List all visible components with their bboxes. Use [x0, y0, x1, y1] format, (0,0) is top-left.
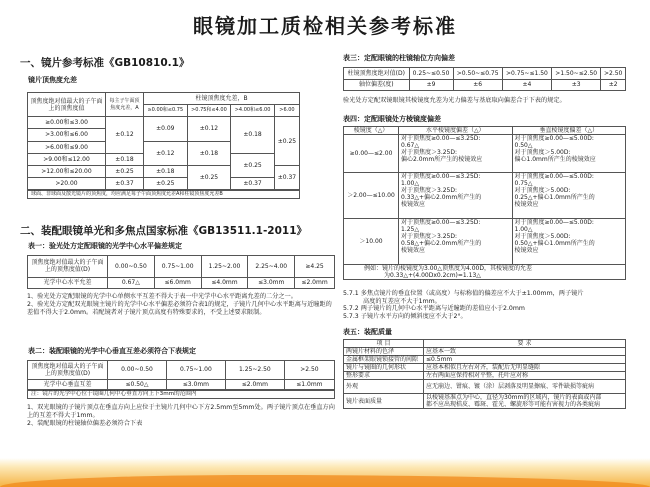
table2-note: 注：镜片的光学中心位于镜圈几何中心垂直方向上下3mm的范围内 — [27, 390, 335, 399]
col-header: 每主子午面顶焦度允差，A — [106, 93, 144, 117]
table2-notes: 1、双光眼镜的子镜片顶点在垂直方向上应位于主镜片几何中心下方2.5mm至5mm处。两子镜片顶点在垂直方向上的互差不得大于1mm。 2、装配眼镜的柱镜轴位偏差必须符合下表 — [27, 404, 335, 427]
table2-title: 表二：装配眼镜的光学中心垂直互差必须符合下表规定 — [28, 347, 196, 355]
table1-title: 表一：验光处方定配眼镜的光学中心水平偏差规定 — [28, 242, 182, 250]
lens-tolerance-note: 球面、非球面及散光镜片的顶焦度，均应满足每子午面顶焦度允差A和柱镜顶焦度允差B — [27, 190, 300, 199]
table3: 柱镜顶焦度绝对值(D) 0.25~≤0.50 >0.50~≤0.75 >0.75~≤1.50 >1.50~≤2.50 >2.50 轴位偏差(度) ±9 ±6 ±4 ±3 ±2 — [343, 67, 626, 91]
section1-heading: 一、镜片参考标准《GB10810.1》 — [20, 57, 190, 69]
table5-title: 表五：装配质量 — [343, 328, 392, 336]
table4: 棱镜度（△） 水平棱镜度偏差（△） 垂直棱镜度偏差（△） ≥0.00—≤2.00 对于顶焦度≥0.00—≤3.25D: 0.67△ 对于顶焦度＞3.25D: 偏心2.0mm所产生的棱镜效应 对于顶焦度≥0.00—≤5.00D: 0.50△ 对于顶焦度＞5.00D: 偏心1.0mm所产生的棱镜效应 ＞2.00—≤10.00 对于顶焦度≥0.00—≤3.25D: 1.00△ 对于顶焦度＞3.25D: 0.33△+偏心2.0mm所产生的 棱镜效应 对于顶焦度≥0.00—≤5.00D: 0.75△ 对于顶焦度＞5.00D: 0.25△+偏心1.0mm所产生的 棱镜效应 ＞10.00 对于顶焦度≥0.00—≤3.25D: 1.25△ 对于顶焦度＞3.25D: 0.58△+偏心2.0mm所产生的 棱镜效应 对于顶焦度≥0.00—≤5.00D: 1.00△ 对于顶焦度＞5.00D: 0.50△+偏心1.0mm所产生的 棱镜效应 例如：镜片的棱镜度为3.00△顶焦度为4.00D，其棱镜度的允差 为0.33△+(4.00Dx0.2cm)=1.13△ — [343, 126, 626, 280]
table5: 项 目 要 求 两镜片材料的色泽 应基本一致 金属框架眼镜锁接管的间隙 ≤0.5mm 镜片与镜圈的几何形状 应基本相似且左右对齐，装配后无明显缝隙 整形要求 左右两面应保持相对平整，托叶应对称 外观 应无崩边、钳痕、镀（涂）层剥落及明显擦痕、零件缺损等疵病 镜片表面质量 以棱镜基准点为中心，直径为30mm的区域内，镜片的表面或内部 都不应出现桔皮、霉斑、霍光、螺旋形等可能有害视力的各类疵病 — [343, 339, 626, 409]
table3-note: 验光处方定配双镜眼镜其棱镜度允差为光力偏差与基底取向偏差合于下表的规定。 — [343, 97, 566, 104]
table1-notes: 1、验光处方定配眼镜的光学中心单侧水平互差不得大于表一中光学中心水平距离允差的二分之一。 2、验光处方定配双光眼镜主镜片的光学中心水平偏差必须符合表1的规定，子镜片几何中心水平距离与近瞳距的差值不得大于2.0mm。若配镜者对子镜片顶点高度有特殊要求的，不受上述要求限制。 — [27, 293, 332, 316]
col-header: 顶焦度绝对值最大的子午面上的顶焦度值 — [28, 93, 106, 117]
table1: 顶焦度绝对值最大的子午面上的顶焦度值(D) 0.00~0.50 0.75~1.00 1.25~2.00 2.25~4.00 ≥4.25 光学中心水平允差 0.67△ ≤6.0mm ≤4.0mm ≤3.0mm ≤2.0mm — [27, 255, 335, 289]
clause-5-7: 5.7.1 多焦点镜片的垂直位置（或高度）与标称值的偏差应不大于±1.00mm，两子镜片 高度的互差应不大于1mm。 5.7.2 两子镜片的几何中心水平距离与近瞳距的差值应小于2.0mm 5.7.3 子镜片水平方向的倾斜度应不大于2°。 — [343, 290, 584, 320]
table4-title: 表四：定配眼镜处方棱镜度偏差 — [343, 115, 441, 123]
lens-tolerance-subtitle: 镜片顶焦度允差 — [28, 76, 77, 84]
lens-tolerance-table: 顶焦度绝对值最大的子午面上的顶焦度值 每主子午面顶焦度允差，A 柱镜顶焦度允差，B ≥0.00和≤0.75 >0.75和≤4.00 >4.00和≤6.00 >6.00 ≥0.00和≤3.00 ±0.12 ±0.09 ±0.12 ±0.18 ±0.25 >3.00和≤6.00 >6.00和≤9.00 ±0.12 ±0.18 >9.00和≤12.00 ±0.18 ±0.25 >12.00和≤20.00 ±0.25 ±0.18 ±0.25 ±0.37 >20.00 ±0.37 ±0.25 ±0.37 — [27, 92, 300, 190]
section2-heading: 二、装配眼镜单光和多焦点国家标准《GB13511.1-2011》 — [20, 225, 308, 237]
col-header: 柱镜顶焦度允差，B — [144, 93, 300, 105]
table3-title: 表三：定配眼镜的柱镜轴位方向偏差 — [343, 54, 455, 62]
page-title: 眼镜加工质检相关参考标准 — [193, 14, 457, 38]
table2: 顶焦度绝对值最大的子午面上的顶焦度值(D) 0.00~0.50 0.75~1.00 1.25~2.50 >2.50 光学中心垂直互差 ≤0.50△ ≤3.0mm ≤2.0mm ≤1.0mm — [27, 360, 335, 390]
